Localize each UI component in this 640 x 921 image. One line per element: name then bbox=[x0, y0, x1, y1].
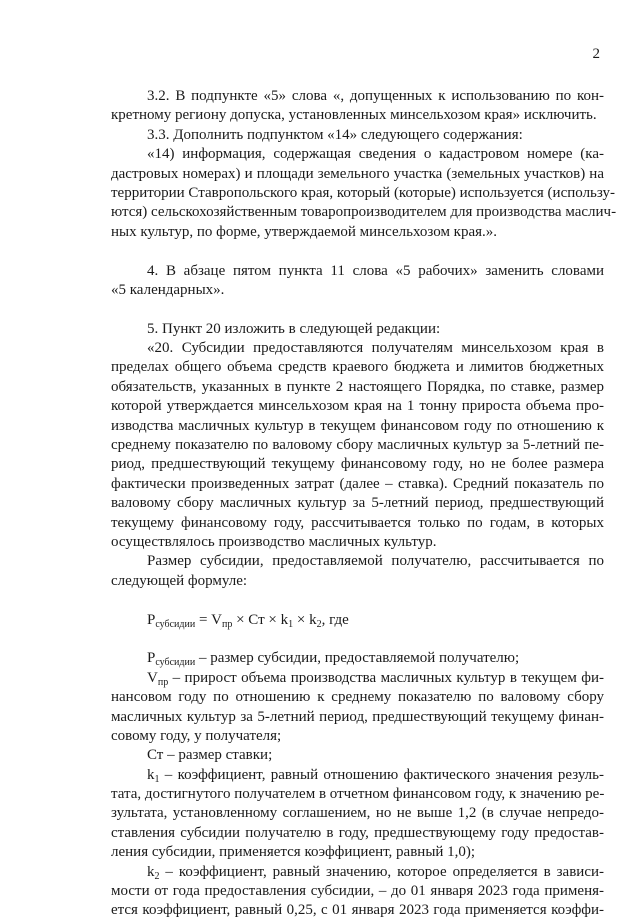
paragraph-3-2 bbox=[111, 87, 604, 126]
paragraph-5 bbox=[111, 320, 604, 339]
text-line: ются) сельскохозяйственным товаропроизводителем для производства маслич- bbox=[111, 204, 617, 221]
definition-k2 bbox=[111, 863, 604, 921]
text-line: дастровых номерах) и площади земельного участка (земельных участков) на bbox=[111, 165, 604, 182]
definition-st bbox=[111, 746, 604, 765]
formula-v-subscript: пр bbox=[221, 618, 233, 630]
subsidy-formula bbox=[111, 611, 604, 630]
paragraph-gap bbox=[111, 300, 604, 319]
text-line: «14) информация, содержащая сведения о кадастровом номере (ка- bbox=[147, 146, 604, 163]
text-line: тата, достигнутого получателем в отчетном финансовом году, к значению ре- bbox=[111, 786, 605, 803]
text-line: «5 календарных». bbox=[111, 281, 225, 298]
def-v-symbol: V bbox=[147, 669, 158, 686]
def-k1-symbol: k bbox=[147, 766, 155, 783]
paragraph-subitem-14 bbox=[111, 145, 617, 242]
text-line: валовому сбору масличных культур за 5-летний период, предшествующий bbox=[111, 495, 604, 512]
text-line: осуществлялось производство масличных культур. bbox=[111, 533, 437, 550]
formula-k2: × k bbox=[293, 611, 317, 628]
text-line: обязательств, указанных в пункте 2 настоящего Порядка, по ставке, размер bbox=[111, 378, 604, 395]
text-line: текущему финансовому году, рассчитывается только по годам, в которых bbox=[111, 514, 604, 531]
document-body bbox=[111, 87, 617, 921]
formula-p-subscript: субсидии bbox=[155, 618, 196, 630]
text-line: ется коэффициент, равный 0,25, с 01 января 2023 года применяется коэффи- bbox=[111, 902, 604, 919]
def-p-text: – размер субсидии, предоставляемой получателю; bbox=[195, 650, 520, 667]
text-line: следующей формуле: bbox=[111, 572, 248, 589]
text-line: совому году, у получателя; bbox=[111, 727, 282, 744]
text-line: ления субсидии, применяется коэффициент, равный 1,0); bbox=[111, 844, 476, 861]
text-line: «20. Субсидии предоставляются получателям минсельхозом края в bbox=[147, 340, 604, 357]
paragraph-subsidy-size bbox=[111, 552, 604, 591]
paragraph-gap bbox=[111, 630, 604, 649]
def-p-symbol: Р bbox=[147, 650, 156, 667]
text-line: 3.3. Дополнить подпунктом «14» следующего содержания: bbox=[147, 126, 523, 143]
def-v-subscript: пр bbox=[157, 676, 169, 688]
text-line: изводства масличных культур в текущем финансовом году по отношению к bbox=[111, 417, 604, 434]
definition-v-pr bbox=[111, 669, 604, 747]
def-p-subscript: субсидии bbox=[155, 657, 196, 669]
paragraph-item-20 bbox=[111, 339, 604, 552]
definition-p-subsidy bbox=[111, 649, 604, 668]
def-k2-symbol: k bbox=[147, 863, 155, 880]
formula-k2-subscript: 2 bbox=[316, 618, 322, 630]
paragraph-3-3 bbox=[111, 126, 604, 145]
text-line: 3.2. В подпункте «5» слова «, допущенных к использованию по кон- bbox=[147, 88, 604, 104]
text-line: мости от года предоставления субсидии, – до 01 января 2023 года применя- bbox=[111, 883, 604, 900]
text-line: Ст – размер ставки; bbox=[147, 747, 273, 764]
text-line: которой утверждается минсельхозом края на 1 тонну прироста объема про- bbox=[111, 398, 604, 415]
formula-eq-v: = V bbox=[195, 611, 222, 628]
text-line bbox=[111, 766, 604, 785]
text-line: масличных культур за 5-летний период, предшествующий текущему финан- bbox=[111, 708, 604, 725]
text-line: ставления субсидии получателю в году, предшествующему году предостав- bbox=[111, 824, 604, 841]
def-k2-text: – коэффициент, равный значению, которое определяется в зависи- bbox=[159, 863, 604, 880]
paragraph-gap bbox=[111, 591, 604, 610]
formula-p: Р bbox=[147, 611, 156, 628]
text-line: среднему показателю по валовому сбору масличных культур за 5-летний пе- bbox=[111, 437, 604, 454]
paragraph-gap bbox=[111, 242, 604, 261]
text-line: нансовом году по отношению к среднему показателю по валовому сбору bbox=[111, 689, 604, 706]
text-line bbox=[111, 863, 604, 882]
def-k1-text: – коэффициент, равный отношению фактического значения резуль- bbox=[159, 766, 604, 783]
paragraph-4 bbox=[111, 262, 604, 301]
definition-k1 bbox=[111, 766, 604, 863]
text-line: кретному региону допуска, установленных минсельхозом края» исключить. bbox=[111, 107, 597, 124]
formula-k1-subscript: 1 bbox=[288, 618, 294, 630]
formula-rate-k1: × Ст × k bbox=[232, 611, 289, 628]
text-line: пределах общего объема средств краевого бюджета и лимитов бюджетных bbox=[111, 359, 604, 376]
text-line: территории Ставропольского края, который (которые) используется (использу- bbox=[111, 184, 616, 201]
text-line: зультата, установленному соглашением, но не выше 1,2 (в случае непредо- bbox=[111, 805, 604, 822]
text-line: 5. Пункт 20 изложить в следующей редакции: bbox=[147, 320, 441, 337]
text-line: 4. В абзаце пятом пункта 11 слова «5 рабочих» заменить словами bbox=[147, 262, 604, 279]
text-line: ных культур, по форме, утверждаемой минсельхозом края.». bbox=[111, 223, 498, 240]
text-line bbox=[111, 649, 604, 668]
formula-tail: , где bbox=[321, 611, 349, 628]
text-line: риод, предшествующий текущему финансовому году, но не более размера bbox=[111, 456, 604, 473]
def-k2-subscript: 2 bbox=[154, 870, 160, 882]
page-number: 2 bbox=[592, 46, 600, 62]
text-line bbox=[111, 669, 604, 688]
text-line: Размер субсидии, предоставляемой получателю, рассчитывается по bbox=[147, 553, 604, 570]
def-k1-subscript: 1 bbox=[154, 773, 160, 785]
text-line: фактически произведенных затрат (далее – ставка). Средний показатель по bbox=[111, 475, 604, 492]
def-v-text: – прирост объема производства масличных культур в текущем фи- bbox=[168, 669, 604, 686]
